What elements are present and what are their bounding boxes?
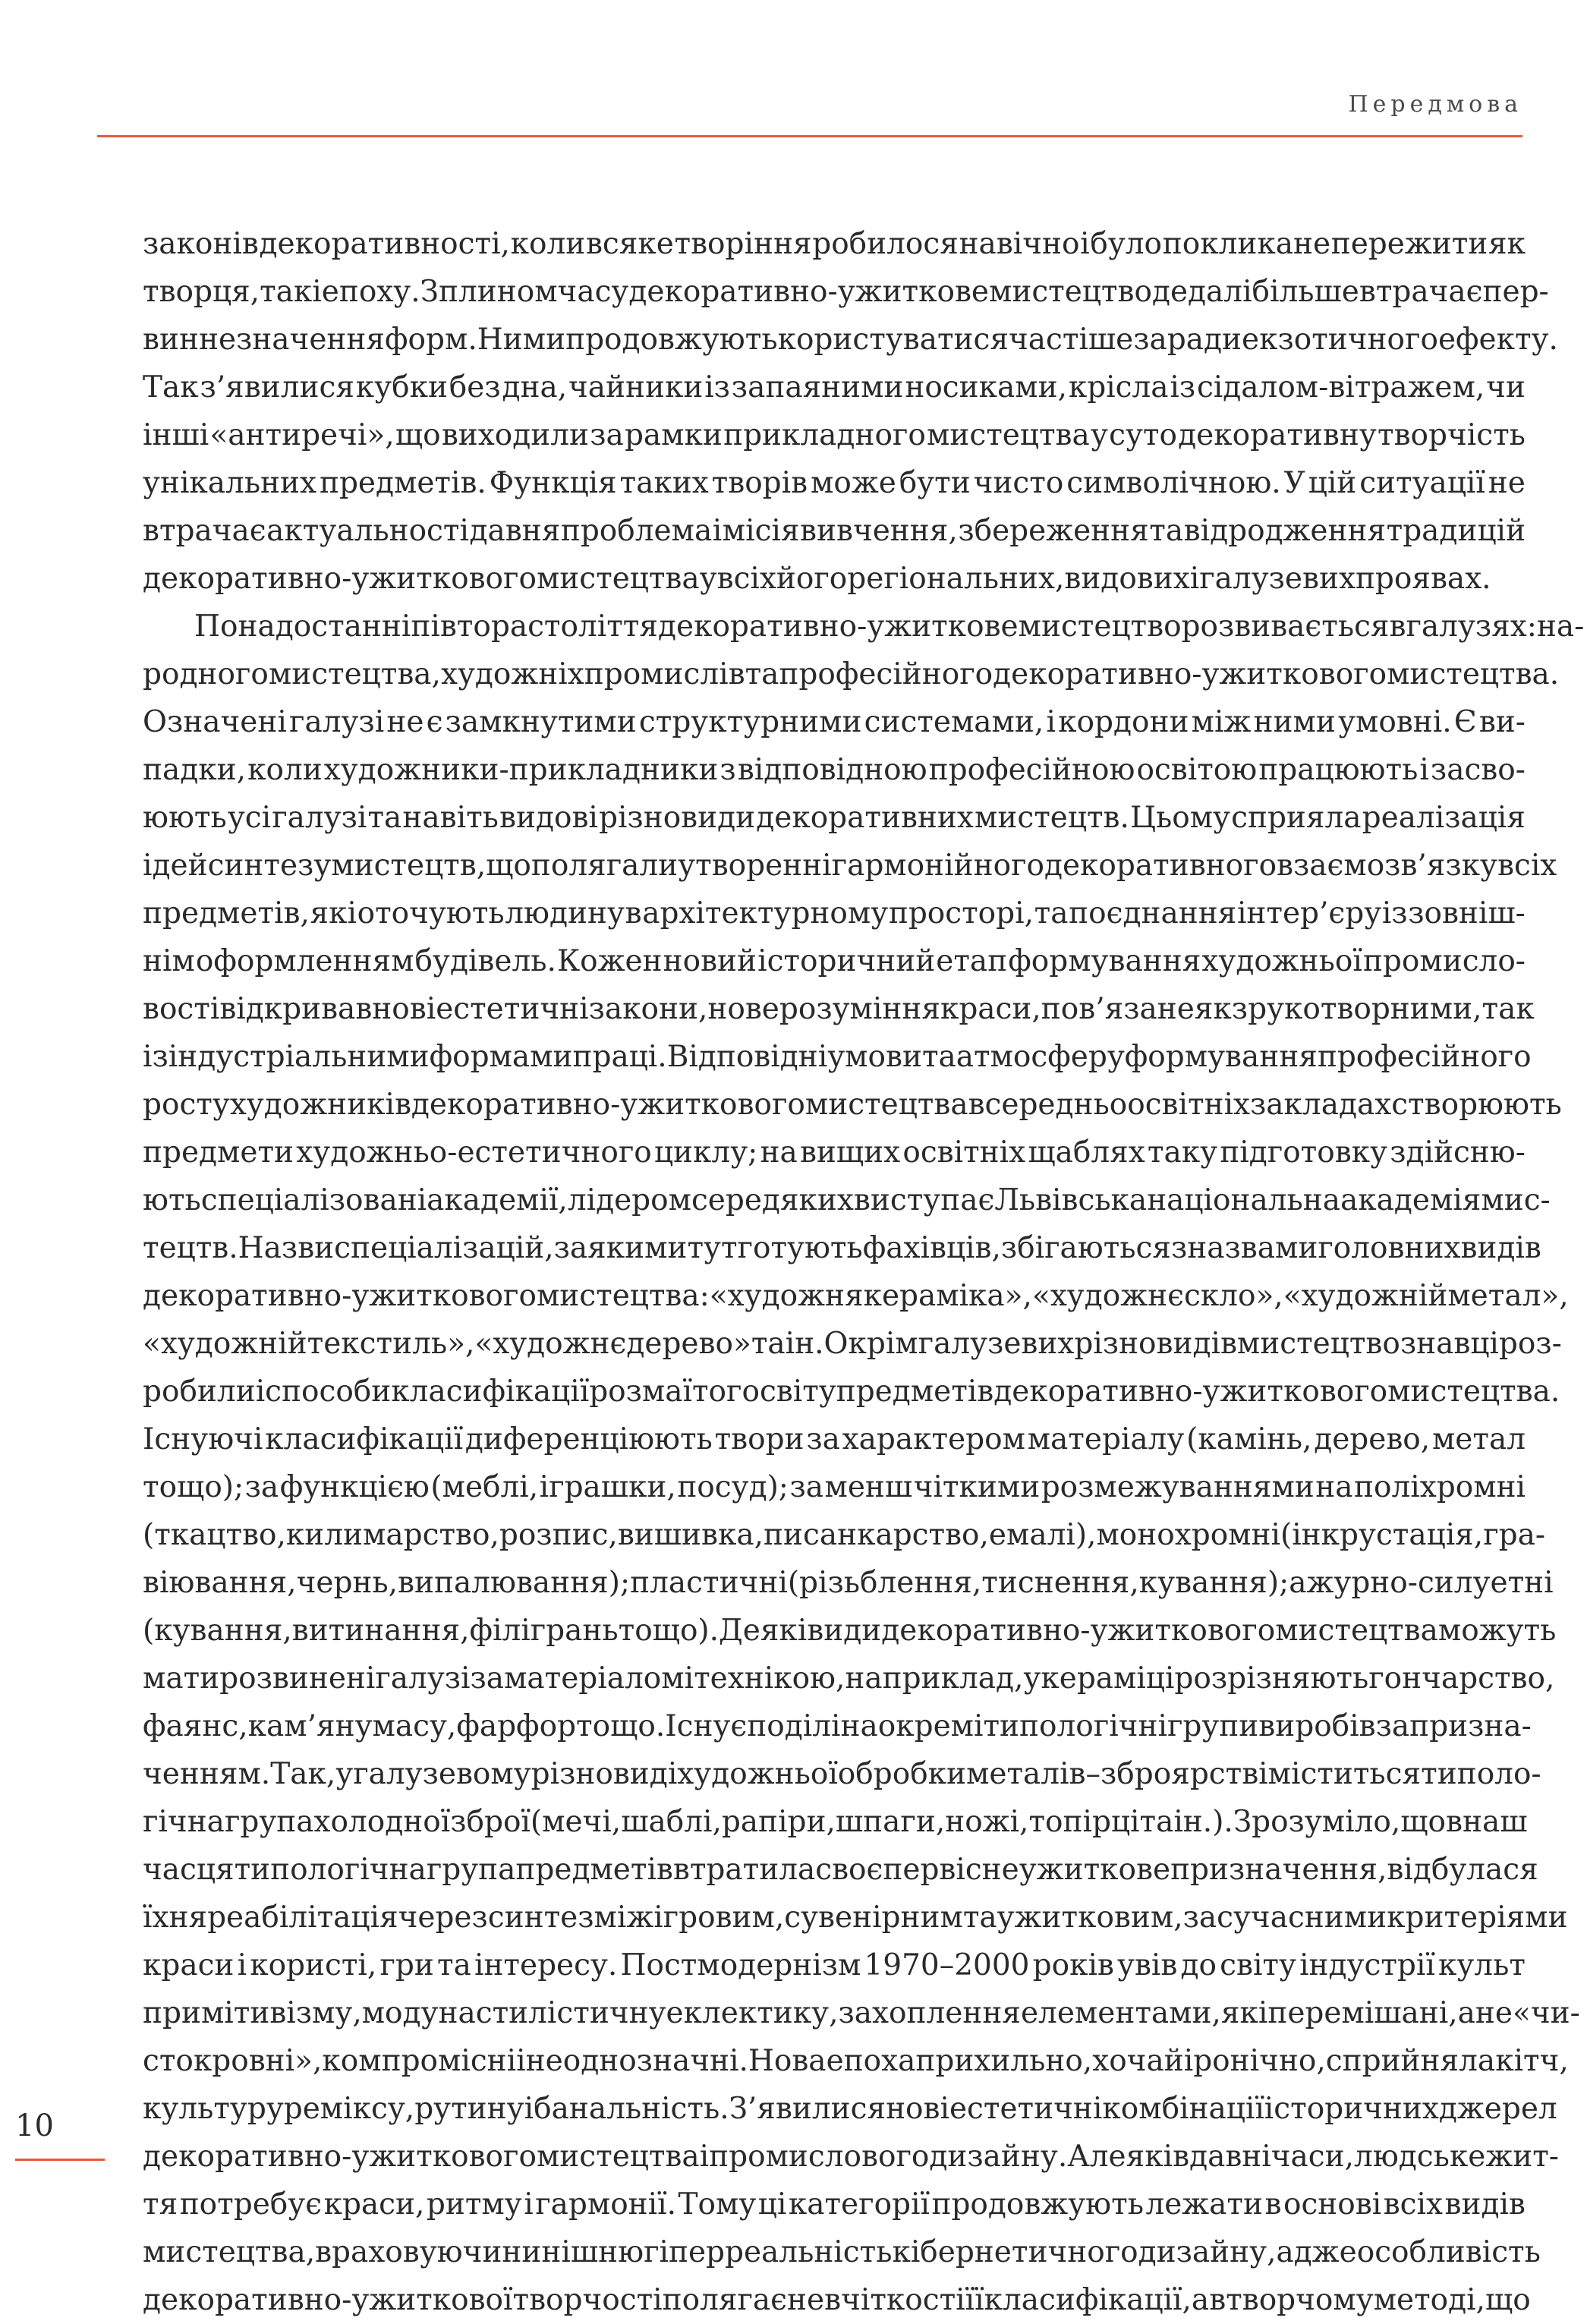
text-line: предметів, які оточують людину в архітектурному просторі, та поєднання інтер’єру із зовніш- [143,896,1526,931]
text-line: творця, так і епоху. З плином часу декоративно-ужиткове мистецтво дедалі більше втрачає пер- [143,275,1549,309]
text-line: законів декоративності, коли всяке творіння робилося навічно і було покликане пережити як [143,227,1526,261]
text-line: Так з’явилися кубки без дна, чайники із запаяними носиками, крісла із сідалом-вітражем, чи [143,370,1526,405]
text-line: родного мистецтва, художніх промислів та професійного декоративно-ужиткового мистецтва. [143,657,1560,691]
page-number: 10 [15,2108,54,2143]
paragraph [143,603,1585,2324]
text-line: стокровні», компромісні і неоднозначні. Нова епоха прихильно, хоча й іронічно, сприйняла кітч, [143,2044,1569,2078]
text-line: ченням. Так, у галузевому різновиді художньої обробки металів – зброярстві міститься типоло- [143,1757,1541,1791]
text-line: робили і способи класифікації розмаїтого світу предметів декоративно-ужиткового мистецтва. [143,1375,1560,1409]
text-line: інші «антиречі», що виходили за рамки прикладного мистецтва у суто декоративну творчість [143,418,1526,452]
footer-rule [15,2159,105,2161]
text-line: час ця типологічна група предметів втратила своє первісне ужиткове призначення, відбулася [143,1853,1538,1887]
text-line: тощо); за функцією (меблі, іграшки, посуд); за менш чіткими розмежуваннями на поліхромні [143,1470,1526,1504]
text-line: втрачає актуальності давня проблема і місія вивчення, збереження та відродження традицій [143,514,1526,548]
text-line: ідей синтезу мистецтв, що полягали у творенні гармонійного декоративного взаємозв’язку всіх [143,849,1557,883]
text-line: фаянс, кам’яну масу, фарфор тощо. Існує поділ і на окремі типологічні групи виробів за призна- [143,1709,1532,1743]
text-line: росту художників декоративно-ужиткового мистецтва в середньоосвітніх закладах створюють [143,1088,1562,1122]
text-line: падки, коли художники-прикладники з відповідною професійною освітою працюють і засво- [143,753,1526,787]
body-text [143,220,1585,2324]
text-line: мати розвинені галузі за матеріалом і технікою, наприклад, у кераміці розрізняють гончарство, [143,1661,1555,1696]
text-line: (кування, витинання, філігрань тощо). Деякі види декоративно-ужиткового мистецтва можуть [143,1614,1557,1648]
text-line: декоративно-ужиткового мистецтва і промислового дизайну. Але як і в давні часи, людське жит- [143,2140,1559,2174]
text-line: мистецтва, враховуючи нинішню гіперреальність кібернетичного дизайну, адже особливість [143,2235,1541,2269]
text-line: Означені галузі не є замкнутими структурними системами, і кордони між ними умовні. Є ви- [143,705,1526,739]
paragraph [143,220,1558,603]
text-line: нім оформленням будівель. Кожен новий історичний етап формування художньої промисло- [143,944,1526,978]
text-line: краси і користі, гри та інтересу. Постмодернізм 1970–2000 років увів до світу індустрії культ [143,1948,1526,1982]
text-line: вості відкривав нові естетичні закони, нове розуміння краси, пов’язане як з рукотворними, так [143,992,1535,1026]
text-line: предмети художньо-естетичного циклу; на вищих освітніх щаблях таку підготовку здійсню- [143,1135,1526,1170]
text-line: тя потребує краси, ритму і гармонії. Тому ці категорії продовжують лежати в основі всіх видів [143,2187,1526,2222]
text-line: Існуючі класифікації диференціюють твори за характером матеріалу (камінь, дерево, метал [143,1422,1526,1456]
text-line: винне значення форм. Ними продовжують користуватися частіше заради екзотичного ефекту. [143,323,1558,357]
text-line: юють усі галузі та навіть видові різновиди декоративних мистецтв. Цьому сприяла реалізація [143,801,1526,835]
text-line: «художній текстиль», «художнє дерево» та ін. Окрім галузевих різновидів мистецтвознавці роз- [143,1327,1562,1361]
text-line: культуру реміксу, рутину і банальність. З’явилися нові естетичні комбінації історичних джерел [143,2092,1557,2126]
text-line: унікальних предметів. Функція таких творів може бути чисто символічною. У цій ситуації не [143,466,1526,500]
text-line: їхня реабілітація через синтез між ігровим, сувенірним та ужитковим, за сучасними критеріями [143,1900,1568,1935]
text-line: примітивізму, моду на стилістичну еклектику, захоплення елементами, які перемішані, а не «чи- [143,1996,1580,2030]
running-head-title: Передмова [1348,91,1522,118]
text-line: декоративно-ужиткового мистецтва: «художня кераміка», «художнє скло», «художній метал», [143,1279,1569,1313]
text-line: тецтв. Назви спеціалізацій, за якими тут готують фахівців, збігаються з назвами головних видів [143,1231,1541,1265]
text-line: (ткацтво, килимарство, розпис, вишивка, писанкарство, емалі), монохромні (інкрустація, гра- [143,1518,1546,1552]
text-line: Понад останні півтора століття декоративно-ужиткове мистецтво розвивається в галузях: на- [194,609,1585,644]
text-line: гічна група холодної зброї (мечі, шаблі, рапіри, шпаги, ножі, топірці та ін.). Зрозуміло, що в наш [143,1805,1528,1839]
header-rule [97,135,1522,137]
text-line: віювання, чернь, випалювання); пластичні (різьблення, тиснення, кування); ажурно-силуетні [143,1566,1554,1600]
text-line: ють спеціалізовані академії, лідером серед яких виступає Львівська національна академія мис- [143,1183,1551,1217]
text-line: декоративно-ужиткового мистецтва у всіх його регіональних, видових і галузевих проявах. [143,562,1491,596]
text-line: і з індустріальними формами праці. Відповідні умови та атмосферу формування професійного [143,1040,1532,1074]
text-line: декоративно-ужиткової творчості полягає не в чіткості її класифікації, а в творчому методі, що [143,2283,1531,2317]
